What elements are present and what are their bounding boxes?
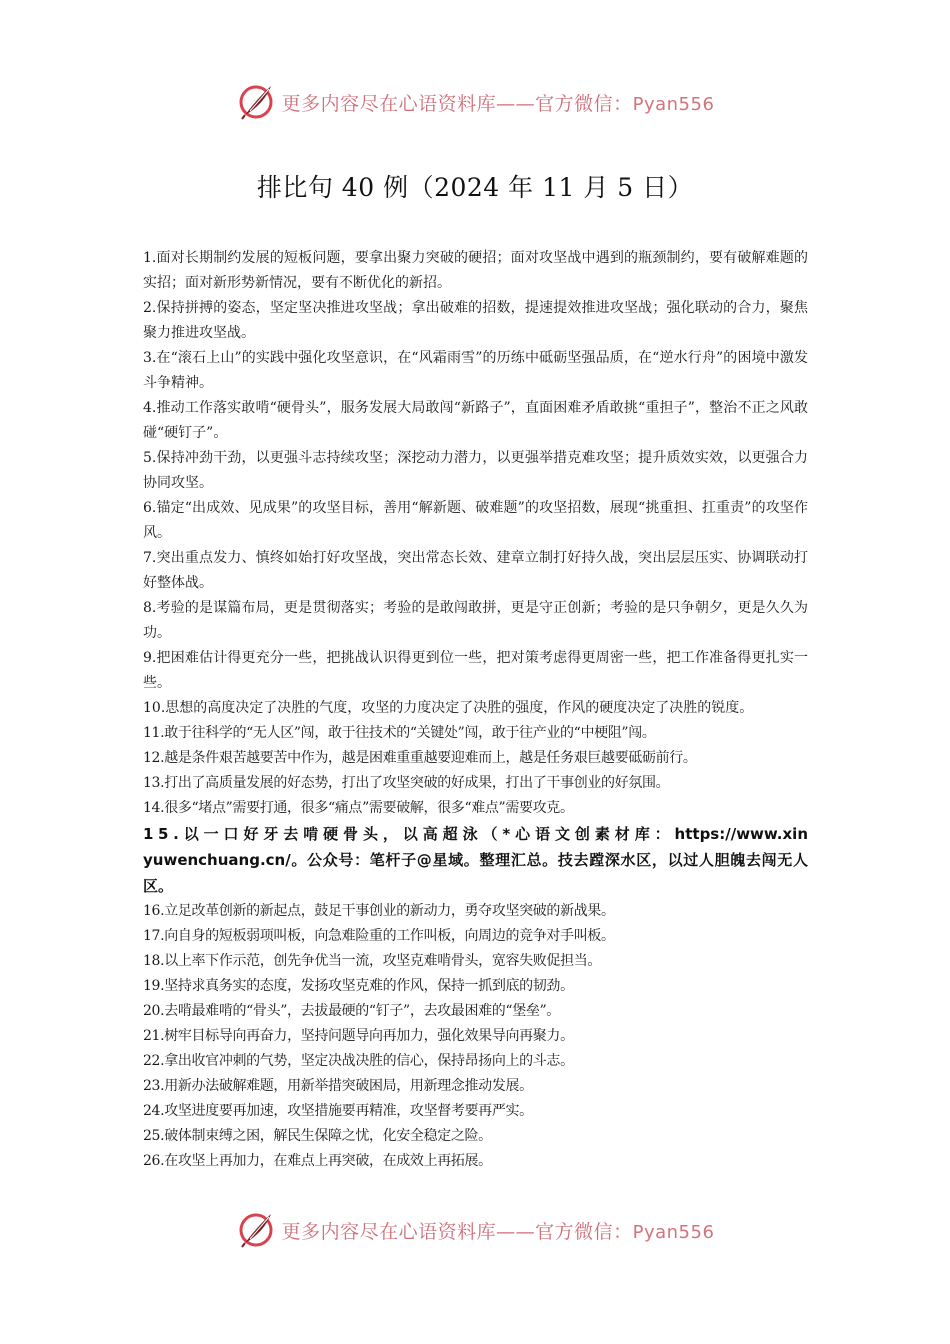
banner-text: 更多内容尽在心语资料库——官方微信：Pyan556 (281, 1220, 715, 1243)
list-item: 10.思想的高度决定了决胜的气度，攻坚的力度决定了决胜的强度，作风的硬度决定了决胜的锐度。 (143, 700, 754, 716)
list-item-source-note (143, 821, 808, 899)
quill-pen-logo-icon (236, 82, 276, 122)
source-note-lead: 15.以一口好牙去啃硬骨头，以高超泳（*心语文创素材库： (143, 825, 675, 843)
sentence-list (143, 246, 808, 1174)
footer-banner (0, 1210, 950, 1250)
list-item: 7.突出重点发力、慎终如始打好攻坚战，突出常态长效、建章立制打好持久战，突出层层压实、协调联动打好整体战。 (143, 550, 808, 591)
list-item: 8.考验的是谋篇布局，更是贯彻落实；考验的是敢闯敢拼，更是守正创新；考验的是只争朝夕，更是久久为功。 (143, 600, 808, 641)
list-item: 20.去啃最难啃的“骨头”，去拔最硬的“钉子”，去攻最困难的“堡垒”。 (143, 1003, 560, 1019)
list-item: 24.攻坚进度要再加速，攻坚措施要再精准，攻坚督考要再严实。 (143, 1103, 533, 1119)
header-banner (0, 82, 950, 122)
source-note-rest: https://www.xinyuwenchuang.cn/。公众号：笔杆子@星域。整理汇总。技去蹚深水区，以过人胆魄去闯无人区。 (143, 825, 808, 895)
banner-text: 更多内容尽在心语资料库——官方微信：Pyan556 (281, 92, 715, 115)
list-item: 16.立足改革创新的新起点，鼓足干事创业的新动力，勇夺攻坚突破的新战果。 (143, 903, 615, 919)
list-item: 3.在“滚石上山”的实践中强化攻坚意识，在“风霜雨雪”的历练中砥砺坚强品质，在“逆水行舟”的困境中激发斗争精神。 (143, 350, 808, 391)
list-item: 23.用新办法破解难题，用新举措突破困局，用新理念推动发展。 (143, 1078, 533, 1094)
list-item: 2.保持拼搏的姿态，坚定坚决推进攻坚战；拿出破难的招数，提速提效推进攻坚战；强化联动的合力，聚焦聚力推进攻坚战。 (143, 300, 808, 341)
wechat-id: Pyan556 (632, 93, 715, 115)
quill-pen-logo-icon (236, 1210, 276, 1250)
list-item: 5.保持冲劲干劲，以更强斗志持续攻坚；深挖动力潜力，以更强举措克难攻坚；提升质效实效，以更强合力协同攻坚。 (143, 450, 808, 491)
list-item: 18.以上率下作示范，创先争优当一流，攻坚克难啃骨头，宽容失败促担当。 (143, 953, 602, 969)
list-item: 9.把困难估计得更充分一些，把挑战认识得更到位一些，把对策考虑得更周密一些，把工作准备得更扎实一些。 (143, 650, 808, 691)
list-item: 6.锚定“出成效、见成果”的攻坚目标，善用“解新题、破难题”的攻坚招数，展现“挑重担、扛重责”的攻坚作风。 (143, 500, 808, 541)
list-item: 17.向自身的短板弱项叫板，向急难险重的工作叫板，向周边的竞争对手叫板。 (143, 928, 615, 944)
list-item: 26.在攻坚上再加力，在难点上再突破，在成效上再拓展。 (143, 1153, 492, 1169)
list-item: 13.打出了高质量发展的好态势，打出了攻坚突破的好成果，打出了干事创业的好氛围。 (143, 775, 670, 791)
list-item: 12.越是条件艰苦越要苦中作为，越是困难重重越要迎难而上，越是任务艰巨越要砥砺前行。 (143, 750, 697, 766)
list-item: 25.破体制束缚之困，解民生保障之忧，化安全稳定之险。 (143, 1128, 492, 1144)
wechat-id: Pyan556 (632, 1221, 715, 1243)
list-item: 1.面对长期制约发展的短板问题，要拿出聚力突破的硬招；面对攻坚战中遇到的瓶颈制约，要有破解难题的实招；面对新形势新情况，要有不断优化的新招。 (143, 250, 808, 291)
page-title: 排比句 40 例（2024 年 11 月 5 日） (256, 172, 694, 202)
list-item: 21.树牢目标导向再奋力，坚持问题导向再加力，强化效果导向再聚力。 (143, 1028, 574, 1044)
list-item: 19.坚持求真务实的态度，发扬攻坚克难的作风，保持一抓到底的韧劲。 (143, 978, 574, 994)
list-item: 4.推动工作落实敢啃“硬骨头”，服务发展大局敢闯“新路子”，直面困难矛盾敢挑“重担子”，整治不正之风敢碰“硬钉子”。 (143, 400, 808, 441)
list-item: 14.很多“堵点”需要打通，很多“痛点”需要破解，很多“难点”需要攻克。 (143, 800, 574, 816)
list-item: 11.敢于往科学的“无人区”闯，敢于往技术的“关键处”闯，敢于往产业的“中梗阻”闯。 (143, 725, 656, 741)
list-item: 22.拿出收官冲刺的气势，坚定决战决胜的信心，保持昂扬向上的斗志。 (143, 1053, 574, 1069)
